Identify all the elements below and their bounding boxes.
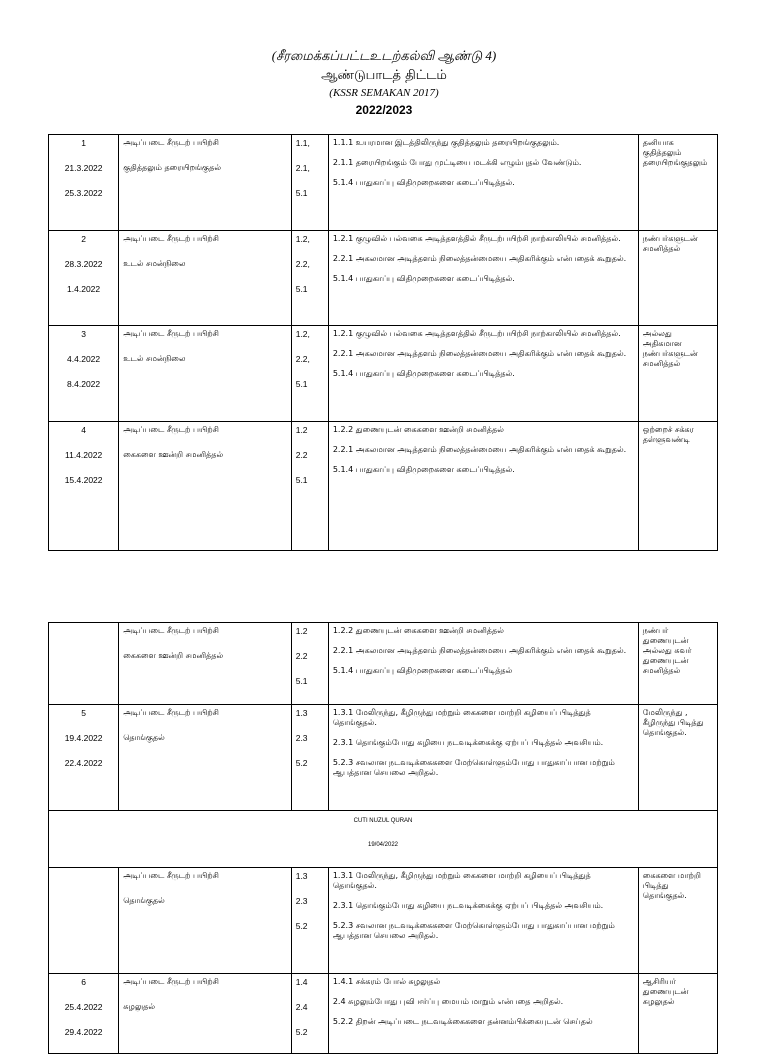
- objective-text: 1.2.2 துணையுடன் கைகளை ஊன்றி சமனித்தல்: [332, 425, 504, 434]
- topic-cell: [119, 422, 292, 551]
- week-cell: [49, 974, 119, 1054]
- activity-text: அல்லது அதிகமான நண்பர்களுடன் சமனித்தல்: [642, 329, 698, 368]
- activity-cell: [638, 326, 717, 422]
- objective-text: 2.3.1 தொங்கும்போது கழியை நடவடிக்கைக்கு ஏற்பப் பிடித்தல் அவசியம்.: [332, 901, 604, 910]
- activity-text: ஒற்றைச் சக்கர தள்ளுவண்டி: [642, 425, 694, 444]
- holiday-label: CUTI NUZUL QURAN: [353, 818, 413, 824]
- standard-code: 5.2: [295, 758, 308, 768]
- standard-code: 1.2,: [295, 234, 310, 244]
- table-row: [49, 868, 718, 974]
- objective-text: 5.1.4 பாதுகாப்பு விதிமுறைகளை கடைப்பிடித்தல்.: [332, 465, 515, 474]
- objective-cell: [328, 623, 638, 705]
- standard-cell: [291, 135, 328, 231]
- week-date: 4: [81, 425, 86, 435]
- week-date: 2: [81, 234, 86, 244]
- week-cell: [49, 326, 119, 422]
- objective-text: 2.2.1 அகலமான அடித்தளம் நிலைத்தன்மையை அதிகரிக்கும் என்பதைக் கூறுதல்.: [332, 646, 627, 655]
- topic-text: கைகளை ஊன்றி சமனித்தல்: [123, 450, 224, 459]
- standard-code: 5.1: [295, 188, 308, 198]
- topic-text: அடிப்படை சீருடற் பயிற்சி: [123, 234, 219, 243]
- week-cell: [49, 231, 119, 326]
- objective-text: 2.4 சுழலும்போது புவி ஈர்ப்பு மையம் மாறும் என்பதை அறிதல்.: [332, 997, 564, 1006]
- standard-code: 2.4: [295, 1002, 308, 1012]
- topic-text: உடல் சமன்நிலை: [123, 259, 186, 268]
- week-date: 6: [81, 977, 86, 987]
- week-date: 22.4.2022: [64, 758, 103, 768]
- holiday-date: 19/04/2022: [367, 842, 399, 848]
- topic-cell: [119, 135, 292, 231]
- curriculum-label: (KSSR SEMAKAN 2017): [329, 87, 439, 99]
- activity-text: தனியாக குதித்தலும் தரையிறங்குதலும்: [642, 138, 708, 167]
- week-cell: [49, 705, 119, 811]
- standard-code: 5.1: [295, 284, 308, 294]
- standard-code: 1.3: [295, 708, 308, 718]
- objective-cell: [328, 135, 638, 231]
- topic-text: அடிப்படை சீருடற் பயிற்சி: [123, 138, 219, 147]
- objective-text: 1.2.1 குழுவில் பல்வகை அடித்தளத்தில் சீருடற்பயிற்சி நாற்காலியில் சமனித்தல்.: [332, 329, 621, 338]
- objective-text: 2.2.1 அகலமான அடித்தளம் நிலைத்தன்மையை அதிகரிக்கும் என்பதைக் கூறுதல்.: [332, 349, 627, 358]
- table-row: [49, 705, 718, 811]
- standard-code: 1.3: [295, 871, 308, 881]
- objective-cell: [328, 231, 638, 326]
- standard-cell: [291, 422, 328, 551]
- week-date: 29.4.2022: [64, 1027, 103, 1037]
- standard-cell: [291, 868, 328, 974]
- topic-text: கைகளை ஊன்றி சமனித்தல்: [123, 651, 224, 660]
- topic-cell: [119, 231, 292, 326]
- standard-code: 5.2: [295, 921, 308, 931]
- table-row: [49, 974, 718, 1054]
- activity-cell: [638, 422, 717, 551]
- objective-text: 2.2.1 அகலமான அடித்தளம் நிலைத்தன்மையை அதிகரிக்கும் என்பதைக் கூறுதல்.: [332, 445, 627, 454]
- week-cell: [49, 135, 119, 231]
- standard-code: 5.1: [295, 475, 308, 485]
- standard-code: 2.2: [295, 450, 308, 460]
- objective-cell: [328, 974, 638, 1054]
- week-date: 15.4.2022: [64, 475, 103, 485]
- week-date: 25.3.2022: [64, 188, 103, 198]
- objective-text: 5.1.4 பாதுகாப்பு விதிமுறைகளை கடைப்பிடித்தல்: [332, 666, 513, 675]
- standard-code: 1.1,: [295, 138, 310, 148]
- topic-text: அடிப்படை சீருடற் பயிற்சி: [123, 871, 219, 880]
- standard-code: 2.2,: [295, 259, 310, 269]
- activity-text: ஆசிரியர் துணையுடன் சுழலுதல்: [642, 977, 689, 1006]
- topic-text: தொங்குதல்: [123, 896, 165, 905]
- objective-text: 1.1.1 உயரமான இடத்திலிருந்து குதித்தலும் தரையிறங்குதலும்.: [332, 138, 560, 147]
- topic-text: அடிப்படை சீருடற் பயிற்சி: [123, 425, 219, 434]
- week-date: 11.4.2022: [65, 450, 103, 460]
- objective-cell: [328, 422, 638, 551]
- activity-text: கைகளை மாற்றி பிடித்து தொங்குதல்.: [642, 871, 701, 900]
- objective-text: 2.2.1 அகலமான அடித்தளம் நிலைத்தன்மையை அதிகரிக்கும் என்பதைக் கூறுதல்.: [332, 254, 627, 263]
- table-row: [49, 623, 718, 705]
- lesson-plan-table-1: [48, 134, 718, 551]
- standard-cell: [291, 623, 328, 705]
- week-date: 21.3.2022: [64, 163, 103, 173]
- holiday-cell: [49, 811, 718, 868]
- objective-text: 1.3.1 மேலிருந்து, கீழிருந்து மற்றும் கைகளை மாற்றி கழியைப் பிடித்துத் தொங்குதல்.: [332, 871, 591, 890]
- topic-text: அடிப்படை சீருடற் பயிற்சி: [123, 977, 219, 986]
- objective-text: 1.2.2 துணையுடன் கைகளை ஊன்றி சமனித்தல்: [332, 626, 504, 635]
- activity-cell: [638, 231, 717, 326]
- week-date: 1.4.2022: [67, 284, 101, 294]
- activity-cell: [638, 974, 717, 1054]
- week-date: 4.4.2022: [67, 354, 101, 364]
- academic-year: 2022/2023: [355, 103, 413, 117]
- document-subtitle: ஆண்டுபாடத் திட்டம்: [321, 68, 447, 83]
- standard-code: 2.3: [295, 896, 308, 906]
- objective-text: 5.2.2 திறன் அடிப்படை நடவடிக்கைகளை தன்னம்பிக்கையுடன் செய்தல்: [332, 1017, 593, 1026]
- standard-code: 5.1: [295, 676, 308, 686]
- objective-text: 2.3.1 தொங்கும்போது கழியை நடவடிக்கைக்கு ஏற்பப் பிடித்தல் அவசியம்.: [332, 738, 604, 747]
- activity-text: நண்பர் துணையுடன் அல்லது சுவர் துணையுடன் சமனித்தல்: [642, 626, 692, 675]
- week-date: 5: [81, 708, 86, 718]
- topic-cell: [119, 868, 292, 974]
- week-date: 19.4.2022: [64, 733, 103, 743]
- topic-cell: [119, 326, 292, 422]
- lesson-plan-table-2: [48, 622, 718, 1054]
- topic-text: சுழலுதல்: [123, 1002, 155, 1011]
- week-date: 25.4.2022: [64, 1002, 103, 1012]
- standard-code: 5.2: [295, 1027, 308, 1037]
- objective-text: 1.4.1 சக்கரம் போல் சுழலுதல்: [332, 977, 441, 986]
- topic-text: அடிப்படை சீருடற் பயிற்சி: [123, 329, 219, 338]
- objective-cell: [328, 868, 638, 974]
- week-date: 3: [81, 329, 86, 339]
- standard-cell: [291, 231, 328, 326]
- week-date: 1: [81, 138, 86, 148]
- activity-cell: [638, 868, 717, 974]
- topic-cell: [119, 705, 292, 811]
- objective-text: 5.1.4 பாதுகாப்பு விதிமுறைகளை கடைப்பிடித்தல்.: [332, 274, 515, 283]
- activity-text: நண்பர்களுடன் சமனித்தல்: [642, 234, 698, 253]
- standard-code: 1.2: [295, 626, 308, 636]
- activity-cell: [638, 135, 717, 231]
- table-row: [49, 135, 718, 231]
- standard-code: 1.2: [295, 425, 308, 435]
- table-row: [49, 231, 718, 326]
- objective-text: 1.3.1 மேலிருந்து, கீழிருந்து மற்றும் கைகளை மாற்றி கழியைப் பிடித்துத் தொங்குதல்.: [332, 708, 591, 727]
- topic-cell: [119, 974, 292, 1054]
- table-row: [49, 326, 718, 422]
- objective-text: 5.1.4 பாதுகாப்பு விதிமுறைகளை கடைப்பிடித்தல்.: [332, 178, 515, 187]
- activity-cell: [638, 623, 717, 705]
- topic-cell: [119, 623, 292, 705]
- objective-text: 5.1.4 பாதுகாப்பு விதிமுறைகளை கடைப்பிடித்தல்.: [332, 369, 515, 378]
- standard-code: 1.4: [295, 977, 308, 987]
- document-title: (சீரமைக்கப்பட்டஉடற்கல்வி ஆண்டு 4): [271, 48, 497, 63]
- topic-text: அடிப்படை சீருடற் பயிற்சி: [123, 708, 219, 717]
- week-cell: [49, 868, 119, 974]
- standard-code: 2.1,: [295, 163, 310, 173]
- activity-text: மேலிருந்து , கீழிருந்து பிடித்து தொங்குதல்.: [642, 708, 704, 737]
- topic-text: உடல் சமன்நிலை: [123, 354, 186, 363]
- objective-text: 2.1.1 தரையிறங்கும் போது முட்டியை மடக்கி எழும்புதல் வேண்டும்.: [332, 158, 582, 167]
- holiday-row: [49, 811, 718, 868]
- week-cell: [49, 422, 119, 551]
- table-row: [49, 422, 718, 551]
- objective-cell: [328, 326, 638, 422]
- standard-code: 5.1: [295, 379, 308, 389]
- topic-text: தொங்குதல்: [123, 733, 165, 742]
- standard-code: 1.2,: [295, 329, 310, 339]
- objective-text: 1.2.1 குழுவில் பல்வகை அடித்தளத்தில் சீருடற்பயிற்சி நாற்காலியில் சமனித்தல்.: [332, 234, 621, 243]
- week-date: 28.3.2022: [64, 259, 103, 269]
- topic-text: குதித்தலும் தரையிறங்குதல்: [123, 163, 221, 172]
- topic-text: அடிப்படை சீருடற் பயிற்சி: [123, 626, 219, 635]
- standard-cell: [291, 974, 328, 1054]
- week-date: 8.4.2022: [67, 379, 101, 389]
- standard-cell: [291, 705, 328, 811]
- standard-code: 2.2: [295, 651, 308, 661]
- standard-cell: [291, 326, 328, 422]
- standard-code: 2.3: [295, 733, 308, 743]
- objective-cell: [328, 705, 638, 811]
- objective-text: 5.2.3 சவலான நடவடிக்கைகளை மேற்கொள்ளும்போது பாதுகாப்பான மற்றும் ஆபத்தான செயலை அறிதல்.: [332, 921, 615, 940]
- week-cell: [49, 623, 119, 705]
- standard-code: 2.2,: [295, 354, 310, 364]
- activity-cell: [638, 705, 717, 811]
- objective-text: 5.2.3 சவலான நடவடிக்கைகளை மேற்கொள்ளும்போது பாதுகாப்பான மற்றும் ஆபத்தான செயலை அறிதல்.: [332, 758, 615, 777]
